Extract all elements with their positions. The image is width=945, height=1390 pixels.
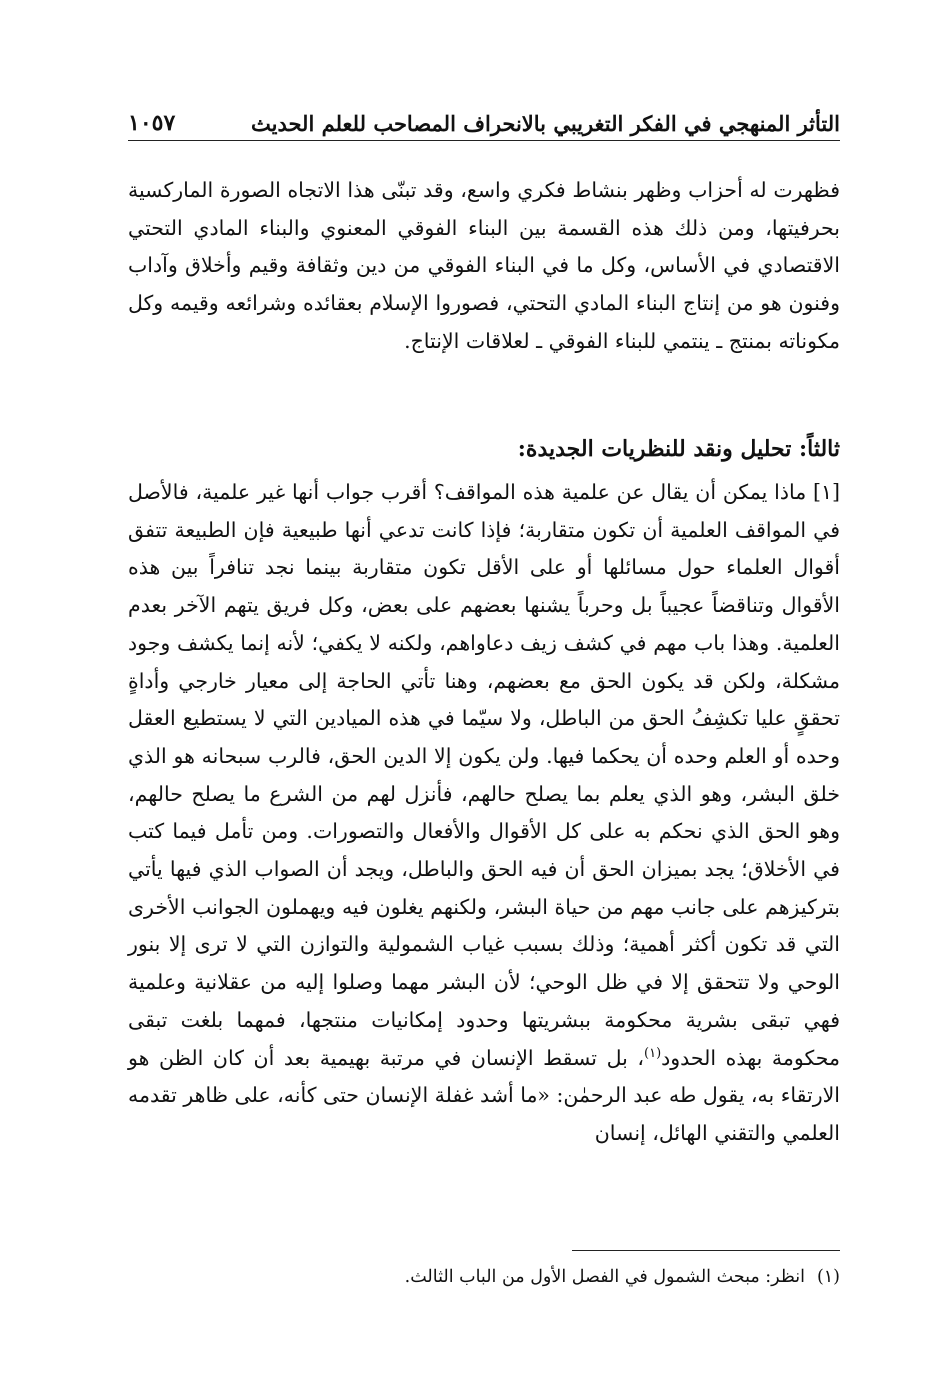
running-title: التأثر المنهجي في الفكر التغريبي بالانحراف المصاحب للعلم الحديث	[251, 111, 840, 136]
footnote	[128, 1262, 840, 1292]
footnote-text: انظر: مبحث الشمول في الفصل الأول من الباب الثالث.	[404, 1267, 805, 1287]
paragraph-2	[128, 474, 840, 1153]
running-header	[128, 96, 840, 141]
page-number: ١٠٥٧	[128, 110, 176, 136]
paragraph-2-part-1: [١] ماذا يمكن أن يقال عن علمية هذه المواقف؟ أقرب جواب أنها غير علمية، فالأصل في المواقف العلمية أن تكون متقاربة؛ فإذا كانت تدعي أنها طبيعية فإن الطبيعة تتفق أقوال العلماء حول مسائلها أو على الأقل تكون متقاربة بينما نجد تنافراً بين هذه الأقوال وتناقضاً عجيباً بل وحرباً يشنها بعضهم على بعض، وكل فريق يتهم الآخر بعدم العلمية. وهذا باب مهم في كشف زيف دعاواهم، ولكنه لا يكفي؛ لأنه إنما يكشف وجود مشكلة، ولكن قد يكون الحق مع بعضهم، وهنا تأتي الحاجة إلى معيار خارجي وأداةٍ تحققٍ عليا تكشِفُ الحق من الباطل، ولا سيّما في هذه الميادين التي لا يستطيع العقل وحده أو العلم وحده أن يحكما فيها. ولن يكون إلا الدين الحق، فالرب سبحانه هو الذي خلق البشر، وهو الذي يعلم بما يصلح حالهم، فأنزل لهم من الشرع ما يصلح حالهم، وهو الحق الذي نحكم به على كل الأقوال والأفعال والتصورات. ومن تأمل فيما كتب في الأخلاق؛ يجد بميزان الحق أن فيه الحق والباطل، ويجد أن الصواب الذي فيها يأتي بتركيزهم على جانب مهم من حياة البشر، ولكنهم يغلون فيه ويهملون الجوانب الأخرى التي قد تكون أكثر أهمية؛ وذلك بسبب غياب الشمولية والتوازن التي لا ترى إلا بنور الوحي ولا تتحقق إلا في ظل الوحي؛ لأن البشر مهما وصلوا إليه من عقلانية وعلمية فهي تبقى بشرية محكومة ببشريتها وحدود إمكانيات منتجها، فمهما بلغت تبقى محكومة بهذه الحدود	[128, 480, 840, 1070]
paragraph-2-text	[128, 474, 840, 1153]
footnote-divider	[572, 1250, 840, 1251]
paragraph-1	[128, 172, 840, 361]
paragraph-1-text: فظهرت له أحزاب وظهر بنشاط فكري واسع، وقد تبنّى هذا الاتجاه الصورة الماركسية بحرفيتها، ومن ذلك هذه القسمة بين البناء الفوقي المعنوي والبناء المادي التحتي الاقتصادي في الأساس، وكل ما في البناء الفوقي من دين وثقافة وقيم وأخلاق وآداب وفنون هو من إنتاج البناء المادي التحتي، فصوروا الإسلام بعقائده وشرائعه وقيمه وكل مكوناته بمنتج ـ ينتمي للبناء الفوقي ـ لعلاقات الإنتاج.	[128, 178, 840, 353]
footnote-reference[interactable]: (١)	[644, 1045, 662, 1061]
paragraph-2-part-2: ، بل تسقط الإنسان في مرتبة بهيمية بعد أن كان الظن هو الارتقاء به، يقول طه عبد الرحمٰن: «ما أشد غفلة الإنسان حتى كأنه، على ظاهر تقدمه العلمي والتقني الهائل، إنسان	[128, 1045, 840, 1145]
footnote-number: (١)	[816, 1267, 840, 1287]
section-heading: ثالثاً: تحليل ونقد للنظريات الجديدة:	[517, 436, 840, 462]
